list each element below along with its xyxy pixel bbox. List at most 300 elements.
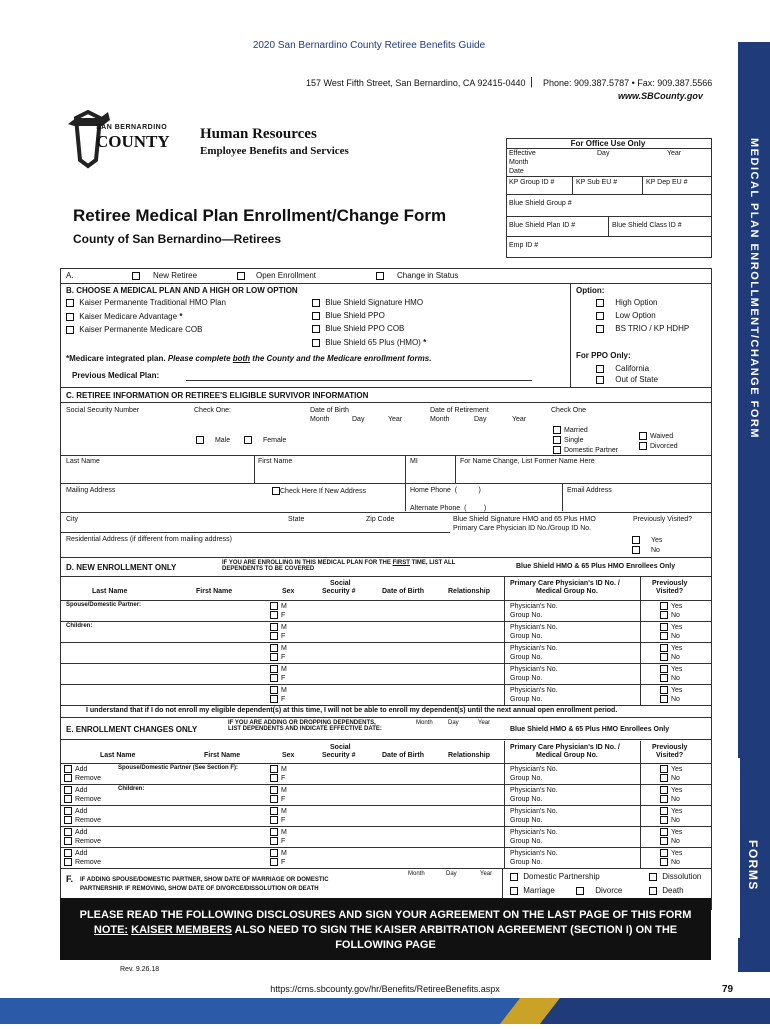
col-sex: Sex xyxy=(282,752,295,759)
banner-note: NOTE: xyxy=(93,924,129,936)
checkbox[interactable] xyxy=(270,795,278,803)
revision: Rev. 9.26.18 xyxy=(120,966,160,973)
female-option[interactable] xyxy=(244,436,286,444)
sex-m[interactable] xyxy=(270,807,287,815)
group-no: Group No. xyxy=(510,654,543,661)
checkbox[interactable] xyxy=(376,272,384,280)
checkbox[interactable] xyxy=(639,432,647,440)
checkbox[interactable] xyxy=(270,774,278,782)
checkbox[interactable] xyxy=(270,623,278,631)
remove-option[interactable] xyxy=(64,837,101,845)
d-note2: TIME, LIST ALL xyxy=(409,560,456,566)
col-divider xyxy=(640,577,641,705)
checkbox[interactable] xyxy=(632,546,640,554)
prev-no-label: No xyxy=(671,632,680,640)
checkbox[interactable] xyxy=(64,765,72,773)
visited-yes[interactable] xyxy=(632,536,662,544)
section-f-label: F. xyxy=(66,874,74,884)
col-pcp2: Medical Group No. xyxy=(536,752,598,759)
phone: Phone: 909.387.5787 • Fax: 909.387.5566 xyxy=(543,78,713,88)
ssn-label: Social Security Number xyxy=(66,407,140,414)
ppo-oos[interactable] xyxy=(596,375,658,384)
checkbox[interactable] xyxy=(596,376,604,384)
prev-no-label: No xyxy=(671,816,680,824)
office-effective: Effective xyxy=(509,150,536,157)
sex-f[interactable] xyxy=(270,653,285,661)
sex-m[interactable] xyxy=(270,623,287,631)
logo-line1: SAN BERNARDINO xyxy=(96,124,168,131)
dob-month: Month xyxy=(310,416,330,423)
f-marriage-option[interactable] xyxy=(510,886,555,895)
checkbox[interactable] xyxy=(270,765,278,773)
checkbox[interactable] xyxy=(596,312,604,320)
group-no: Group No. xyxy=(510,859,543,866)
office-day: Day xyxy=(597,150,610,157)
prev-no[interactable] xyxy=(660,837,680,845)
add-option-label: Add xyxy=(75,828,88,836)
col-divider xyxy=(504,577,505,705)
physician-no: Physician's No. xyxy=(510,603,558,610)
checkbox[interactable] xyxy=(553,426,561,434)
prev-yes-label: Yes xyxy=(671,828,683,836)
prev-yes-label: Yes xyxy=(671,602,683,610)
married-option[interactable] xyxy=(553,426,588,434)
f-dp-label: Domestic Partnership xyxy=(523,872,600,881)
sex-m-label: M xyxy=(281,602,287,610)
checkbox[interactable] xyxy=(660,665,668,673)
prev-yes[interactable] xyxy=(660,644,682,652)
checkbox[interactable] xyxy=(66,299,74,307)
sex-f[interactable] xyxy=(270,837,285,845)
sex-m[interactable] xyxy=(270,644,287,652)
group-no: Group No. xyxy=(510,696,543,703)
checkbox[interactable] xyxy=(272,487,280,495)
physician-no: Physician's No. xyxy=(510,624,558,631)
dor-month: Month xyxy=(430,416,450,423)
male-option[interactable] xyxy=(196,436,230,444)
sex-f[interactable] xyxy=(270,695,285,703)
married-label: Married xyxy=(564,426,588,434)
checkbox[interactable] xyxy=(237,272,245,280)
checkbox[interactable] xyxy=(553,446,561,454)
prev-no-label: No xyxy=(671,774,680,782)
email-label: Email Address xyxy=(567,487,612,494)
blue-label-2: Blue Shield PPO COB xyxy=(325,324,405,333)
sex-f[interactable] xyxy=(270,774,285,782)
checkbox[interactable] xyxy=(660,686,668,694)
checkbox[interactable] xyxy=(312,339,320,347)
checkbox[interactable] xyxy=(244,436,252,444)
checkbox[interactable] xyxy=(660,765,668,773)
add-option-label: Add xyxy=(75,765,88,773)
prev-yes[interactable] xyxy=(660,602,682,610)
checkbox[interactable] xyxy=(64,828,72,836)
note-em: Please complete xyxy=(167,354,233,363)
prev-no-label: No xyxy=(671,795,680,803)
col-prev1: Previously xyxy=(652,744,688,751)
checkbox[interactable] xyxy=(660,807,668,815)
dp-option[interactable] xyxy=(553,446,618,454)
checkbox[interactable] xyxy=(660,774,668,782)
prev-no[interactable] xyxy=(660,858,680,866)
prev-yes[interactable] xyxy=(660,849,682,857)
office-date: Date xyxy=(509,168,524,175)
high-option[interactable] xyxy=(596,298,657,307)
prev-yes[interactable] xyxy=(660,665,682,673)
sex-f-label: F xyxy=(281,795,286,803)
sex-m-label: M xyxy=(281,828,287,836)
sex-f[interactable] xyxy=(270,858,285,866)
sex-m[interactable] xyxy=(270,828,287,836)
checkbox[interactable] xyxy=(660,611,668,619)
pcp-q2: Primary Care Physician ID No./Group ID No. xyxy=(453,525,592,532)
page-number: 79 xyxy=(722,984,734,995)
sex-m-label: M xyxy=(281,786,287,794)
office-use-title: For Office Use Only xyxy=(570,139,646,148)
prev-no-label: No xyxy=(671,611,680,619)
new-address-option[interactable] xyxy=(272,487,366,495)
f-divorce-label: Divorce xyxy=(595,886,623,895)
checkbox[interactable] xyxy=(270,602,278,610)
footer-band xyxy=(0,998,770,1024)
low-label: Low Option xyxy=(615,311,656,320)
prev-yes[interactable] xyxy=(660,623,682,631)
col-social2: Security # xyxy=(322,588,356,595)
prev-no[interactable] xyxy=(660,795,680,803)
kaiser-label-1: Kaiser Medicare Advantage xyxy=(79,312,178,321)
blue-opt-2[interactable] xyxy=(312,324,404,333)
row-divider xyxy=(60,663,711,664)
sex-m-label: M xyxy=(281,665,287,673)
visited-no-label: No xyxy=(650,546,660,554)
checkbox[interactable] xyxy=(64,837,72,845)
sex-m[interactable] xyxy=(270,686,287,694)
sex-m-label: M xyxy=(281,807,287,815)
checkbox[interactable] xyxy=(660,695,668,703)
e-day: Day xyxy=(448,720,459,726)
f-dissolution-option[interactable] xyxy=(649,872,701,881)
prev-no-label: No xyxy=(671,674,680,682)
change-status-option[interactable] xyxy=(376,271,458,280)
kp-dep: KP Dep EU # xyxy=(646,179,688,186)
checkbox[interactable] xyxy=(312,325,320,333)
checkbox[interactable] xyxy=(64,786,72,794)
sex-f-label: F xyxy=(281,695,286,703)
checkbox[interactable] xyxy=(270,807,278,815)
checkbox[interactable] xyxy=(632,536,640,544)
col-social1: Social xyxy=(330,580,351,587)
former-name-label: For Name Change, List Former Name Here xyxy=(460,458,595,465)
form-subtitle: County of San Bernardino—Retirees xyxy=(73,232,282,246)
website: www.SBCounty.gov xyxy=(618,91,703,101)
row-divider xyxy=(60,826,711,827)
sex-m-label: M xyxy=(281,765,287,773)
physician-no: Physician's No. xyxy=(510,787,558,794)
physician-no: Physician's No. xyxy=(510,666,558,673)
remove-option-label: Remove xyxy=(75,816,102,824)
visited-no[interactable] xyxy=(632,546,660,554)
f-death-option[interactable] xyxy=(649,886,684,895)
low-option[interactable] xyxy=(596,311,656,320)
prev-no[interactable] xyxy=(660,632,680,640)
sex-f-label: F xyxy=(281,674,286,682)
emp-id: Emp ID # xyxy=(509,242,539,249)
checkbox[interactable] xyxy=(312,312,320,320)
spouse-label: Spouse/Domestic Partner (See Section F): xyxy=(118,765,239,771)
checkbox[interactable] xyxy=(639,442,647,450)
checkbox[interactable] xyxy=(270,816,278,824)
col-dob: Date of Birth xyxy=(382,588,424,595)
prev-yes-label: Yes xyxy=(671,644,683,652)
sex-f-label: F xyxy=(281,816,286,824)
children-label: Children: xyxy=(118,786,145,792)
sex-f[interactable] xyxy=(270,674,285,682)
checkbox[interactable] xyxy=(510,873,518,881)
female-label: Female xyxy=(262,436,287,444)
prev-plan-line[interactable] xyxy=(186,380,532,381)
section-a-label: A. xyxy=(66,271,74,280)
checkbox[interactable] xyxy=(270,611,278,619)
form-title: Retiree Medical Plan Enrollment/Change Form xyxy=(73,206,447,225)
f-divorce-option[interactable] xyxy=(576,886,622,895)
checkbox[interactable] xyxy=(270,686,278,694)
sex-f[interactable] xyxy=(270,816,285,824)
footer-url[interactable]: https://cms.sbcounty.gov/hr/Benefits/RetireeBenefits.aspx xyxy=(270,984,500,994)
checkbox[interactable] xyxy=(270,644,278,652)
checkbox[interactable] xyxy=(196,436,204,444)
kaiser-opt-0[interactable] xyxy=(66,298,226,307)
checkbox[interactable] xyxy=(312,299,320,307)
checkbox[interactable] xyxy=(64,858,72,866)
prev-yes[interactable] xyxy=(660,828,682,836)
checkbox[interactable] xyxy=(66,313,74,321)
prev-yes[interactable] xyxy=(660,765,682,773)
add-option-label: Add xyxy=(75,849,88,857)
checkbox[interactable] xyxy=(270,858,278,866)
remove-option[interactable] xyxy=(64,858,101,866)
section-e-title: E. ENROLLMENT CHANGES ONLY xyxy=(66,725,198,734)
prev-yes[interactable] xyxy=(660,786,682,794)
kaiser-opt-1[interactable] xyxy=(66,312,182,321)
checkbox[interactable] xyxy=(660,828,668,836)
checkbox[interactable] xyxy=(649,887,657,895)
dor-year: Year xyxy=(512,416,527,423)
sidebar-title: MEDICAL PLAN ENROLLMENT/CHANGE FORM xyxy=(748,138,760,440)
change-status-label: Change in Status xyxy=(397,271,459,280)
col-dob: Date of Birth xyxy=(382,752,424,759)
add-option[interactable] xyxy=(64,828,87,836)
note-both: both xyxy=(232,354,251,363)
row-divider xyxy=(60,847,711,848)
ppo-title: For PPO Only: xyxy=(576,351,631,360)
ppo-oos-label: Out of State xyxy=(615,375,658,384)
checkbox[interactable] xyxy=(649,873,657,881)
first-name-label: First Name xyxy=(258,458,293,465)
checkbox[interactable] xyxy=(596,299,604,307)
divorced-label: Divorced xyxy=(650,442,678,450)
kaiser-opt-2[interactable] xyxy=(66,325,202,334)
row-divider xyxy=(60,621,711,622)
remove-option[interactable] xyxy=(64,774,101,782)
state-label: State xyxy=(288,516,305,523)
checkbox[interactable] xyxy=(660,632,668,640)
prev-yes[interactable] xyxy=(660,807,682,815)
blue-opt-0[interactable] xyxy=(312,298,423,307)
sex-f[interactable] xyxy=(270,632,285,640)
add-option[interactable] xyxy=(64,849,87,857)
checkbox[interactable] xyxy=(576,887,584,895)
checkbox[interactable] xyxy=(660,858,668,866)
sex-m[interactable] xyxy=(270,786,287,794)
checkbox[interactable] xyxy=(270,632,278,640)
sex-f-label: F xyxy=(281,858,286,866)
dob-day: Day xyxy=(352,416,365,423)
checkbox[interactable] xyxy=(660,653,668,661)
checkbox[interactable] xyxy=(660,674,668,682)
city-label: City xyxy=(66,516,79,523)
blue-opt-3[interactable] xyxy=(312,338,426,347)
sex-m[interactable] xyxy=(270,765,287,773)
prev-no[interactable] xyxy=(660,674,680,682)
prev-yes-label: Yes xyxy=(671,623,683,631)
checkbox[interactable] xyxy=(660,786,668,794)
sex-f[interactable] xyxy=(270,795,285,803)
single-option[interactable] xyxy=(553,436,583,444)
col-pcp1: Primary Care Physician's ID No. / xyxy=(510,744,620,751)
waived-option[interactable] xyxy=(639,432,673,440)
prev-no-label: No xyxy=(671,653,680,661)
dp-label: Domestic Partner xyxy=(564,446,619,454)
prev-no[interactable] xyxy=(660,774,680,782)
open-enrollment-option[interactable] xyxy=(237,271,316,280)
prev-no-label: No xyxy=(671,695,680,703)
col-first-name: First Name xyxy=(204,752,241,759)
ppo-ca-label: California xyxy=(615,364,650,373)
check-one2-label: Check One xyxy=(551,407,587,414)
physician-no: Physician's No. xyxy=(510,766,558,773)
prev-yes-label: Yes xyxy=(671,665,683,673)
prev-no[interactable] xyxy=(660,816,680,824)
residential-label: Residential Address (if different from mailing address) xyxy=(66,536,233,543)
add-option[interactable] xyxy=(64,807,87,815)
f-note1: IF ADDING SPOUSE/DOMESTIC PARTNER, SHOW DATE OF MARRIAGE OR DOMESTIC xyxy=(80,877,329,883)
prev-no[interactable] xyxy=(660,653,680,661)
checkbox[interactable] xyxy=(270,786,278,794)
col-relationship: Relationship xyxy=(448,752,491,759)
checkbox[interactable] xyxy=(660,602,668,610)
checkbox[interactable] xyxy=(660,816,668,824)
checkbox[interactable] xyxy=(596,325,604,333)
kp-sub: KP Sub EU # xyxy=(576,179,618,186)
f-year: Year xyxy=(480,871,493,877)
dept-sub: Employee Benefits and Services xyxy=(200,145,349,157)
spouse-label: Spouse/Domestic Partner: xyxy=(66,602,142,608)
checkbox[interactable] xyxy=(270,828,278,836)
checkbox[interactable] xyxy=(270,837,278,845)
add-option[interactable] xyxy=(64,786,87,794)
checkbox[interactable] xyxy=(270,695,278,703)
dor-label: Date of Retirement xyxy=(430,407,489,414)
checkbox[interactable] xyxy=(64,774,72,782)
checkbox[interactable] xyxy=(270,674,278,682)
col-sex: Sex xyxy=(282,588,295,595)
address: 157 West Fifth Street, San Bernardino, CA 92415-0440 xyxy=(306,78,526,88)
checkbox[interactable] xyxy=(660,837,668,845)
checkbox[interactable] xyxy=(660,849,668,857)
disclosure-banner xyxy=(60,898,711,960)
sex-f-label: F xyxy=(281,632,286,640)
physician-no: Physician's No. xyxy=(510,687,558,694)
ppo-ca[interactable] xyxy=(596,364,649,373)
e-note2: LIST DEPENDENTS AND INDICATE EFFECTIVE DATE: xyxy=(228,726,382,732)
sex-f[interactable] xyxy=(270,611,285,619)
group-no: Group No. xyxy=(510,612,543,619)
checkbox[interactable] xyxy=(64,795,72,803)
trio-option[interactable] xyxy=(596,324,689,333)
f-dp-option[interactable] xyxy=(510,872,600,881)
prev-yes-label: Yes xyxy=(671,849,683,857)
checkbox[interactable] xyxy=(510,887,518,895)
sex-m[interactable] xyxy=(270,849,287,857)
sex-m[interactable] xyxy=(270,602,287,610)
checkbox[interactable] xyxy=(64,849,72,857)
footer-stripes xyxy=(0,998,770,1024)
sex-f-label: F xyxy=(281,653,286,661)
banner-kaiser: KAISER MEMBERS xyxy=(131,924,233,936)
option-title: Option: xyxy=(576,286,605,295)
checkbox[interactable] xyxy=(64,807,72,815)
f-day: Day xyxy=(446,871,457,877)
remove-option[interactable] xyxy=(64,816,101,824)
checkbox[interactable] xyxy=(64,816,72,824)
group-no: Group No. xyxy=(510,633,543,640)
checkbox[interactable] xyxy=(596,365,604,373)
sex-m-label: M xyxy=(281,623,287,631)
kaiser-label-0: Kaiser Permanente Traditional HMO Plan xyxy=(79,298,226,307)
checkbox[interactable] xyxy=(132,272,140,280)
checkbox[interactable] xyxy=(553,436,561,444)
checkbox[interactable] xyxy=(270,665,278,673)
physician-no: Physician's No. xyxy=(510,850,558,857)
col-social1: Social xyxy=(330,744,351,751)
sex-m[interactable] xyxy=(270,665,287,673)
asterisk: * xyxy=(423,338,427,347)
prev-yes[interactable] xyxy=(660,686,682,694)
new-retiree-option[interactable] xyxy=(132,271,197,280)
checkbox[interactable] xyxy=(660,644,668,652)
logo-line2: COUNTY xyxy=(96,132,170,151)
add-option[interactable] xyxy=(64,765,87,773)
prev-no[interactable] xyxy=(660,611,680,619)
blue-opt-1[interactable] xyxy=(312,311,385,320)
checkbox[interactable] xyxy=(270,849,278,857)
col-prev1: Previously xyxy=(652,580,688,587)
checkbox[interactable] xyxy=(660,795,668,803)
section-e-note xyxy=(228,720,382,732)
checkbox[interactable] xyxy=(66,326,74,334)
alt-phone-label: Alternate Phone ( ) xyxy=(410,505,487,512)
physician-no: Physician's No. xyxy=(510,645,558,652)
physician-no: Physician's No. xyxy=(510,829,558,836)
prev-no[interactable] xyxy=(660,695,680,703)
checkbox[interactable] xyxy=(270,653,278,661)
divorced-option[interactable] xyxy=(639,442,678,450)
remove-option[interactable] xyxy=(64,795,101,803)
checkbox[interactable] xyxy=(660,623,668,631)
f-death-label: Death xyxy=(662,886,684,895)
children-label: Children: xyxy=(66,623,93,629)
dept-name: Human Resources xyxy=(200,126,317,142)
